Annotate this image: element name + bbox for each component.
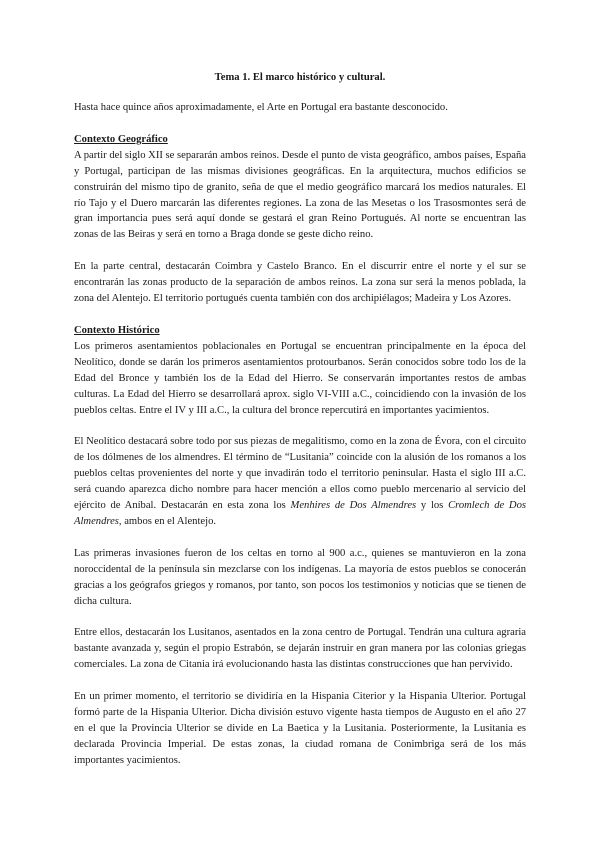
hist-paragraph-5: En un primer momento, el territorio se dividiría en la Hispania Citerior y la Hispania Ulterior. Portugal formó parte de la Hispania Ulterior. Dicha división estuvo vigente hasta tiempos de Augusto en el año 27 en el que la Provincia Ulterior se divide en La Baetica y la Lusitania. Posteriormente, la Lusitania es declarada Provincia Imperial. De estas zonas, la ciudad romana de Conimbriga será de los más importantes yacimientos. xyxy=(74,691,526,766)
hist-paragraph-3: Las primeras invasiones fueron de los celtas en torno al 900 a.c., quienes se mantuvieron en la zona noroccidental de la península sin mezclarse con los indígenas. La mayoría de estos pueblos se conocerán gracias a los geógrafos griegos y romanos, por tanto, son pocos los testimonios y noticias que se tienen de dicha cultura. xyxy=(74,547,526,607)
hist-paragraph-2-text-c: , ambos en el Alentejo. xyxy=(118,515,217,527)
document-page xyxy=(74,70,526,769)
hist-paragraph-4: Entre ellos, destacarán los Lusitanos, asentados en la zona centro de Portugal. Tendrán una cultura agraria bastante avanzada y, según el propio Estrabón, se dejarán instruir en gran manera por las colonias griegas comerciales. La zona de Citania irá evolucionando hasta las distintas construcciones que han pervivido. xyxy=(74,627,526,671)
geo-paragraph-2: En la parte central, destacarán Coimbra y Castelo Branco. En el discurrir entre el norte y el sur se encontrarán las zonas producto de la separación de ambos reinos. La zona sur será la menos poblada, la zona del Alentejo. El territorio portugués cuenta también con dos archipiélagos; Madeira y Los Azores. xyxy=(74,261,526,305)
cromlech-title: Cromlech de Dos Almendres xyxy=(74,500,527,527)
menhires-title: Menhires de Dos Almendres xyxy=(290,500,417,512)
hist-paragraph-2-text-a: El Neolítico destacará sobre todo por sus piezas de megalitismo, como en la zona de Évora, con el circuito de los dólmenes de los almendres. El término de “Lusitania” coincide con la alusión de los romanos a los pueblos celtas provenientes del norte y que invadirán todo el territorio peninsular. Hasta el siglo III a.C. será cuando aparezca dicho nombre para hacer mención a ellos como pueblo mercenario al servicio del ejército de Aníbal. Destacarán en esta zona los xyxy=(74,436,526,512)
hist-paragraph-1: Los primeros asentamientos poblacionales en Portugal se encuentran principalmente en la época del Neolítico, donde se darán los primeros asentamientos protourbanos. Serán conocidos sobre todo los de la Edad del Bronce y también los de la Edad del Hierro. Se conservarán importantes restos de ambas culturas. La Edad del Hierro se desarrollará aprox. siglo VI-VIII a.C., coincidiendo con la invasión de los pueblos celtas. Entre el IV y III a.C., la cultura del bronce repercutirá en importantes yacimientos. xyxy=(74,340,526,416)
heading-contexto-historico: Contexto Histórico xyxy=(74,324,160,336)
hist-paragraph-2-text-b: y los xyxy=(416,500,449,512)
intro-paragraph: Hasta hace quince años aproximadamente, el Arte en Portugal era bastante desconocido. xyxy=(74,102,448,113)
heading-contexto-geografico: Contexto Geográfico xyxy=(74,133,168,145)
geo-paragraph-1: A partir del siglo XII se separarán ambos reinos. Desde el punto de vista geográfico, ambos países, España y Portugal, participan de las mismas divisiones geográficas. En la arquitectura, muchos edificios se construirán del mismo tipo de granito, seña de que el medio geográfico marcará los medios naturales. El río Tajo y el Duero marcarán las diferentes regiones. La zona de las Mesetas o los Trasosmontes será de gran importancia pues será aquí donde se gestará el gran Reino Portugués. Al norte se encuentran las zonas de las Beiras y será en torno a Braga donde se geste dicho reino. xyxy=(74,149,526,241)
document-title: Tema 1. El marco histórico y cultural. xyxy=(214,72,386,83)
hist-paragraph-2 xyxy=(74,434,526,529)
